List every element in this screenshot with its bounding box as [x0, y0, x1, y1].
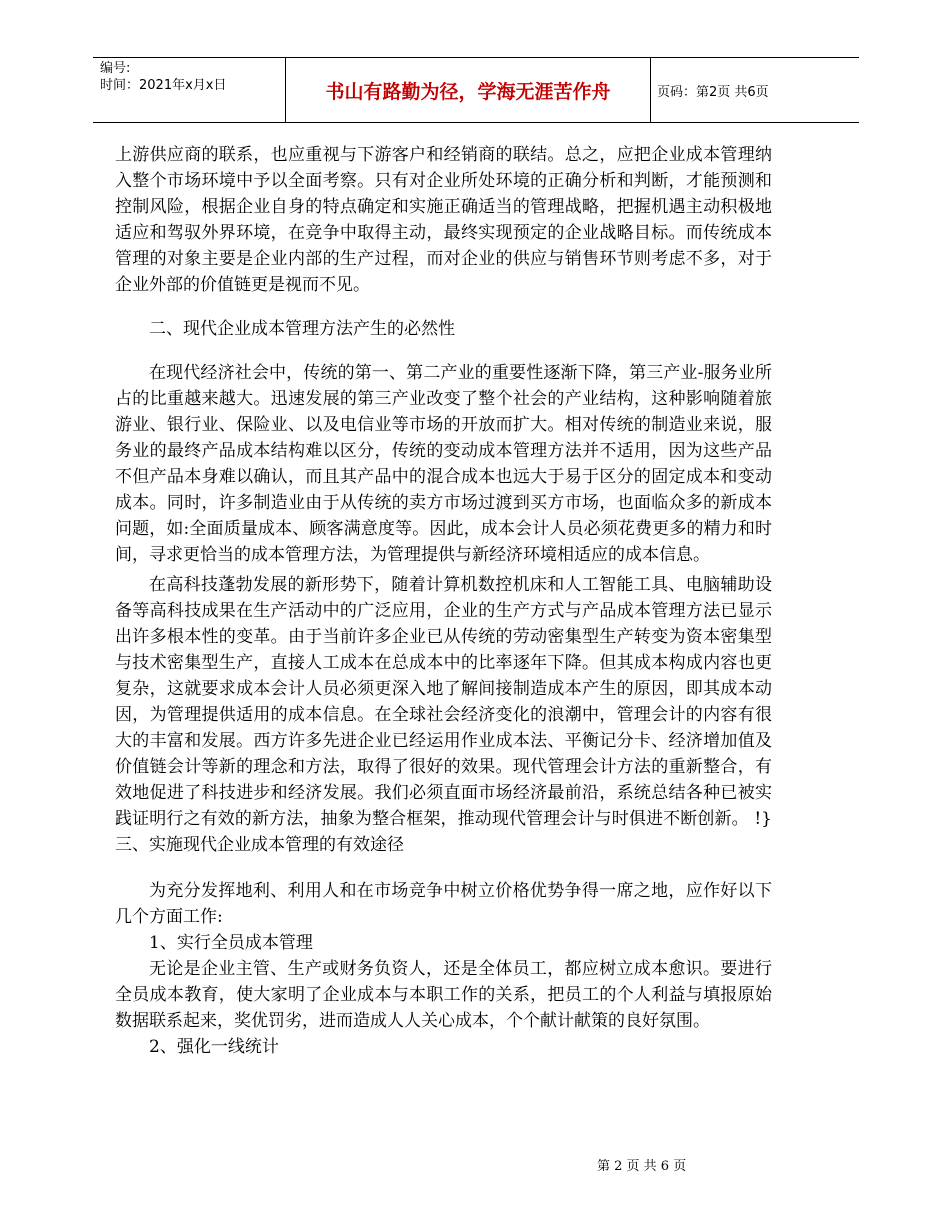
number-label: 编号: — [100, 61, 131, 76]
footer-page-number: 第 2 页 共 6 页 — [597, 1159, 687, 1174]
paragraph-3: 在高科技蓬勃发展的新形势下，随着计算机数控机床和人工智能工具、电脑辅助设备等高科技成果在生产活动中的广泛应用，企业的生产方式与产品成本管理方法已显示出许多根本性的变革。由于当前许多企业已从传统的劳动密集型生产转变为资本密集型与技术密集型生产，直接人工成本在总成本中的比率逐年下降。但其成本构成内容也更复杂，这就要求成本会计人员必须更深入地了解间接制造成本产生的原因，即其成本动因，为管理提供适用的成本信息。在全球社会经济变化的浪潮中，管理会计的内容有很大的丰富和发展。西方许多先进企业已经运用作业成本法、平衡记分卡、经济增加值及价值链会计等新的理念和方法，取得了很好的效果。现代管理会计方法的重新整合，有效地促进了科技进步和经济发展。我们必须直面市场经济最前沿，系统总结各种已被实践证明行之有效的新方法，抽象为整合框架，推动现代管理会计与时俱进不断创新。 !} 三、实施现代企业成本管理的有效途径 — [115, 575, 772, 855]
paragraph-2: 在现代经济社会中，传统的第一、第二产业的重要性逐渐下降，第三产业-服务业所占的比重越来越大。迅速发展的第三产业改变了整个社会的产业结构，这种影响随着旅游业、银行业、保险业、以及电信业等市场的开放而扩大。相对传统的制造业来说，服务业的最终产品成本结构难以区分，传统的变动成本管理方法并不适用，因为这些产品不但产品本身难以确认，而且其产品中的混合成本也远大于易于区分的固定成本和变动成本。同时，许多制造业由于从传统的卖方市场过渡到买方市场，也面临众多的新成本问题，如:全面质量成本、顾客满意度等。因此，成本会计人员必须花费更多的精力和时间，寻求更恰当的成本管理方法，为管理提供与新经济环境相适应的成本信息。 — [115, 363, 772, 565]
header-motto: 书山有路勤为径，学海无涯苦作舟 — [285, 58, 651, 122]
paragraph-4: 为充分发挥地利、利用人和在市场竞争中树立价格优势争得一席之地，应作好以下几个方面工作: — [115, 881, 772, 927]
paragraph-1: 上游供应商的联系，也应重视与下游客户和经销商的联结。总之，应把企业成本管理纳入整个市场环境中予以全面考察。只有对企业所处环境的正确分析和判断，才能预测和控制风险，根据企业自身的特点确定和实施正确适当的管理战略，把握机遇主动积极地适应和驾驭外界环境，在竞争中取得主动，最终实现预定的企业战略目标。而传统成本管理的对象主要是企业内部的生产过程，而对企业的供应与销售环节则考虑不多，对于企业外部的价值链更是视而不见。 — [115, 145, 772, 295]
list-item-2: 2、强化一线统计 — [149, 1037, 279, 1057]
header-page-info: 页码：第2页 共6页 — [657, 84, 769, 100]
paragraph-5: 无论是企业主管、生产或财务负资人，还是全体员工，都应树立成本愈识。要进行全员成本教育，使大家明了企业成本与本职工作的关系，把员工的个人利益与填报原始数据联系起来，奖优罚劣，进而造成人人关心成本，个个献计献策的良好氛围。 — [115, 959, 772, 1031]
time-label: 时间：2021年x月x日 — [100, 78, 227, 93]
list-item-1: 1、实行全员成本管理 — [149, 933, 313, 953]
header-meta — [100, 60, 283, 94]
page-header — [93, 57, 859, 123]
section-heading-2: 二、现代企业成本管理方法产生的必然性 — [149, 319, 455, 339]
document-body — [115, 142, 772, 1060]
